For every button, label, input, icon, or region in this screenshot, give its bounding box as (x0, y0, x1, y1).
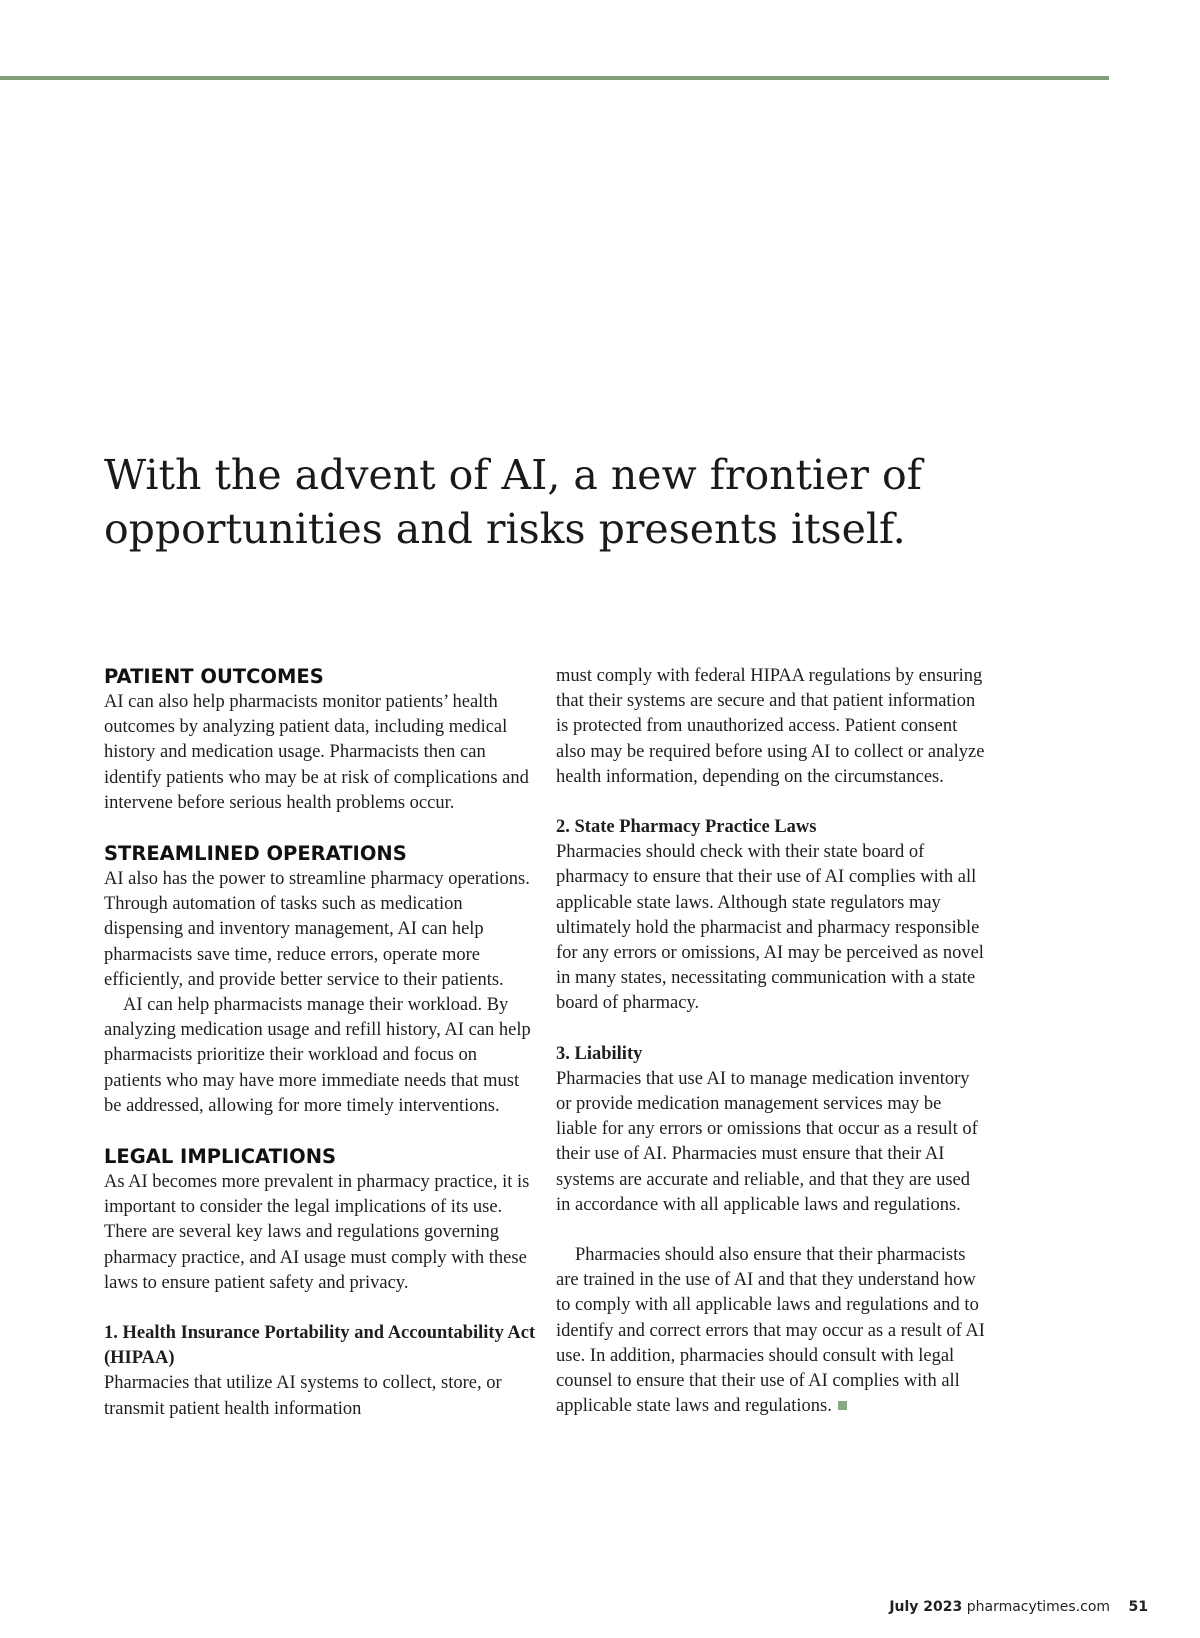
subheading-hipaa: 1. Health Insurance Portability and Accountability Act (HIPAA) (104, 1323, 536, 1369)
end-of-article-mark (838, 1401, 847, 1410)
footer-issue-date: July 2023 (889, 1599, 963, 1615)
paragraph-liability: Pharmacies that use AI to manage medication inventory or provide medication management services may be liable for any errors or omissions that occur as a result of their use of AI. Pharmacies must ensure that their AI systems are accurate and reliable, and that they are used in accordance with all applicable laws and regulations. (556, 1068, 978, 1215)
paragraph-hipaa: Pharmacies that utilize AI systems to collect, store, or transmit patient health information (104, 1373, 502, 1419)
subheading-liability: 3. Liability (556, 1043, 643, 1064)
paragraph-closing (556, 1243, 986, 1419)
subheading-state-laws: 2. State Pharmacy Practice Laws (556, 817, 817, 838)
page-footer (889, 1599, 1148, 1615)
paragraph-legal-implications: As AI becomes more prevalent in pharmacy practice, it is important to consider the legal implications of its use. There are several key laws and regulations governing pharmacy practice, and AI usage must comply with these laws to ensure patient safety and privacy. (104, 1172, 530, 1293)
paragraph-hipaa-continued: must comply with federal HIPAA regulations by ensuring that their systems are secure and that patient information is protected from unauthorized access. Patient consent also may be required before using AI to collect or analyze health information, depending on the circumstances. (556, 666, 985, 787)
paragraph-state-laws: Pharmacies should check with their state board of pharmacy to ensure that their use of AI complies with all applicable state laws. Although state regulators may ultimately hold the pharmacist and pharmacy responsible for any errors or omissions, AI may be perceived as novel in many states, necessitating communication with a state board of pharmacy. (556, 842, 984, 1014)
right-column (556, 664, 986, 1419)
footer-website: pharmacytimes.com (966, 1599, 1111, 1615)
page-number: 51 (1128, 1599, 1148, 1615)
pull-quote: With the advent of AI, a new frontier of opportunities and risks presents itself. (104, 451, 922, 553)
closing-text: Pharmacies should also ensure that their pharmacists are trained in the use of AI and that they understand how to comply with all applicable laws and regulations and to identify and correct errors that may occur as a result of AI use. In addition, pharmacies should consult with legal counsel to ensure that their use of AI complies with all applicable state laws and regulations. (556, 1245, 985, 1417)
section-heading-legal-implications: LEGAL IMPLICATIONS (104, 1145, 337, 1169)
paragraph-streamlined-operations-2: AI can help pharmacists manage their workload. By analyzing medication usage and refill history, AI can help pharmacists prioritize their workload and focus on patients who may have more immediate needs that must be addressed, allowing for more timely interventions. (104, 995, 531, 1116)
top-accent-rule (0, 76, 1109, 80)
left-column (104, 664, 536, 1422)
section-heading-streamlined-operations: STREAMLINED OPERATIONS (104, 842, 407, 866)
paragraph-streamlined-operations-1: AI also has the power to streamline pharmacy operations. Through automation of tasks such as medication dispensing and inventory management, AI can help pharmacists save time, reduce errors, operate more efficiently, and provide better service to their patients. (104, 869, 530, 990)
paragraph-patient-outcomes: AI can also help pharmacists monitor patients’ health outcomes by analyzing patient data, including medical history and medication usage. Pharmacists then can identify patients who may be at risk of complications and intervene before serious health problems occur. (104, 692, 529, 813)
section-heading-patient-outcomes: PATIENT OUTCOMES (104, 665, 324, 688)
